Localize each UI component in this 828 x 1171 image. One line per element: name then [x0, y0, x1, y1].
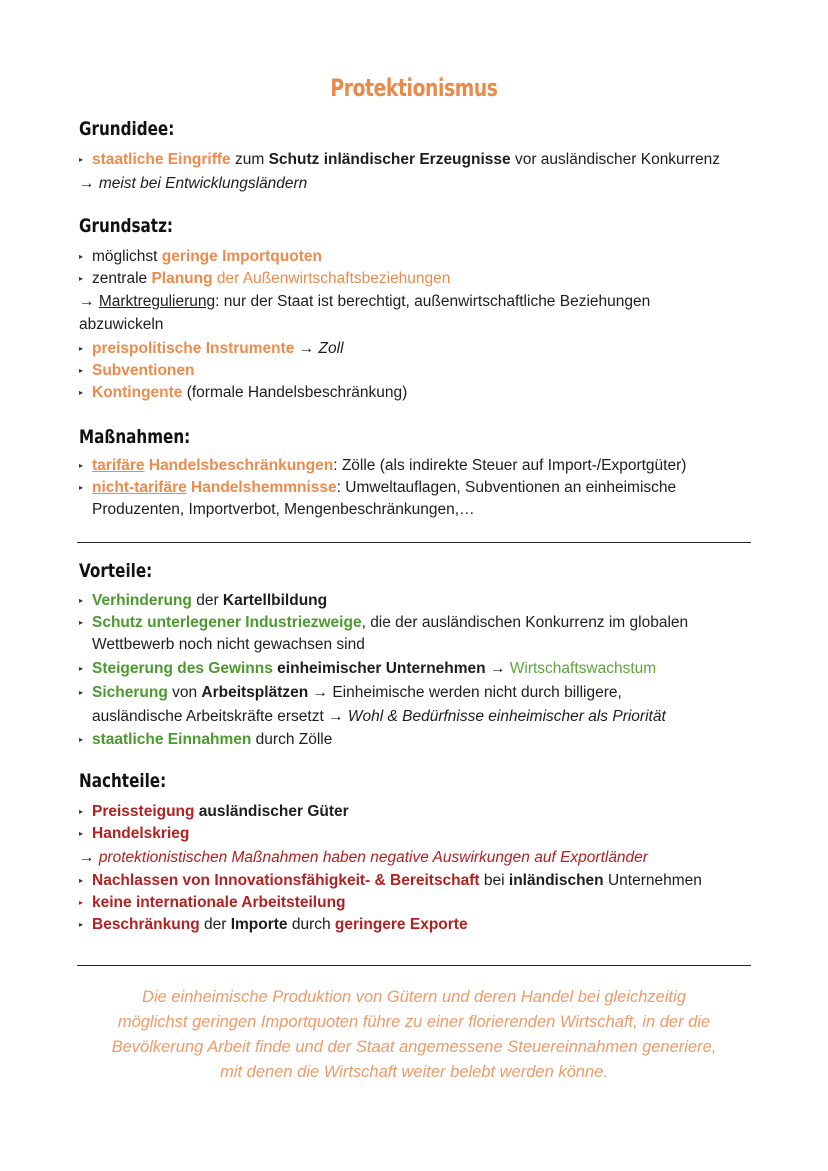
divider — [77, 965, 751, 966]
heading-grundsatz: Grundsatz: — [79, 215, 173, 237]
page-title: Protektionismus — [330, 74, 498, 102]
nachteile-line-6: ▸ Beschränkung der Importe durch geringere Exporte — [79, 914, 468, 936]
triangle-bullet-icon: ▸ — [79, 664, 84, 673]
triangle-bullet-icon: ▸ — [79, 920, 84, 929]
grundsatz-line-4: abzuwickeln — [79, 316, 164, 333]
divider — [77, 542, 751, 543]
vorteile-line-4: ▸ Steigerung des Gewinns einheimischer Unternehmen → Wirtschaftswachstum — [79, 658, 656, 680]
grundsatz-line-2: ▸ zentrale Planung der Außenwirtschaftsbeziehungen — [79, 268, 450, 290]
heading-grundidee: Grundidee: — [79, 118, 175, 140]
summary-line: Bevölkerung Arbeit finde und der Staat angemessene Steuereinnahmen generiere, — [111, 1038, 717, 1056]
triangle-bullet-icon: ▸ — [79, 688, 84, 697]
triangle-bullet-icon: ▸ — [79, 274, 84, 283]
massnahmen-line-2: ▸ nicht-tarifäre Handelshemmnisse: Umweltauflagen, Subventionen an einheimische — [79, 477, 676, 499]
triangle-bullet-icon: ▸ — [79, 388, 84, 397]
summary-paragraph — [60, 985, 768, 1085]
grundidee-line-1: ▸ staatliche Eingriffe zum Schutz inländischer Erzeugnisse vor ausländischer Konkurrenz — [79, 149, 720, 171]
nachteile-line-2: ▸ Handelskrieg — [79, 823, 189, 845]
triangle-bullet-icon: ▸ — [79, 366, 84, 375]
summary-line: mit denen die Wirtschaft weiter belebt werden könne. — [220, 1063, 608, 1081]
vorteile-line-1: ▸ Verhinderung der Kartellbildung — [79, 590, 327, 612]
vorteile-line-2: ▸ Schutz unterlegener Industriezweige, die der ausländischen Konkurrenz im globalen — [79, 612, 688, 634]
triangle-bullet-icon: ▸ — [79, 618, 84, 627]
grundidee-line-2: → meist bei Entwicklungsländern — [79, 175, 308, 192]
triangle-bullet-icon: ▸ — [79, 735, 84, 744]
triangle-bullet-icon: ▸ — [79, 344, 84, 353]
triangle-bullet-icon: ▸ — [79, 829, 84, 838]
triangle-bullet-icon: ▸ — [79, 807, 84, 816]
grundsatz-line-5: ▸ preispolitische Instrumente → Zoll — [79, 338, 344, 360]
triangle-bullet-icon: ▸ — [79, 252, 84, 261]
massnahmen-line-3: Produzenten, Importverbot, Mengenbeschränkungen,… — [92, 501, 475, 518]
nachteile-line-3: → protektionistischen Maßnahmen haben negative Auswirkungen auf Exportländer — [79, 849, 648, 866]
nachteile-line-5: ▸ keine internationale Arbeitsteilung — [79, 892, 346, 914]
triangle-bullet-icon: ▸ — [79, 483, 84, 492]
triangle-bullet-icon: ▸ — [79, 461, 84, 470]
grundsatz-line-6: ▸ Subventionen — [79, 360, 194, 382]
triangle-bullet-icon: ▸ — [79, 155, 84, 164]
heading-vorteile: Vorteile: — [79, 560, 153, 582]
heading-nachteile: Nachteile: — [79, 770, 167, 792]
massnahmen-line-1: ▸ tarifäre Handelsbeschränkungen: Zölle (als indirekte Steuer auf Import-/Exportgüter) — [79, 455, 686, 477]
heading-massnahmen: Maßnahmen: — [79, 426, 191, 448]
triangle-bullet-icon: ▸ — [79, 876, 84, 885]
grundsatz-line-7: ▸ Kontingente (formale Handelsbeschränkung) — [79, 382, 407, 404]
vorteile-line-6: ausländische Arbeitskräfte ersetzt → Wohl & Bedürfnisse einheimischer als Priorität — [92, 708, 666, 725]
summary-line: möglichst geringen Importquoten führe zu einer florierenden Wirtschaft, in der die — [117, 1013, 711, 1031]
grundsatz-line-1: ▸ möglichst geringe Importquoten — [79, 246, 322, 268]
vorteile-line-7: ▸ staatliche Einnahmen durch Zölle — [79, 729, 332, 751]
vorteile-line-3: Wettbewerb noch nicht gewachsen sind — [92, 636, 365, 653]
summary-line: Die einheimische Produktion von Gütern und deren Handel bei gleichzeitig — [142, 988, 686, 1006]
triangle-bullet-icon: ▸ — [79, 898, 84, 907]
vorteile-line-5: ▸ Sicherung von Arbeitsplätzen → Einheimische werden nicht durch billigere, — [79, 682, 622, 704]
triangle-bullet-icon: ▸ — [79, 596, 84, 605]
nachteile-line-4: ▸ Nachlassen von Innovationsfähigkeit- & Bereitschaft bei inländischen Unternehmen — [79, 870, 702, 892]
nachteile-line-1: ▸ Preissteigung ausländischer Güter — [79, 801, 349, 823]
grundsatz-line-3: → Marktregulierung: nur der Staat ist berechtigt, außenwirtschaftliche Beziehungen — [79, 293, 651, 310]
